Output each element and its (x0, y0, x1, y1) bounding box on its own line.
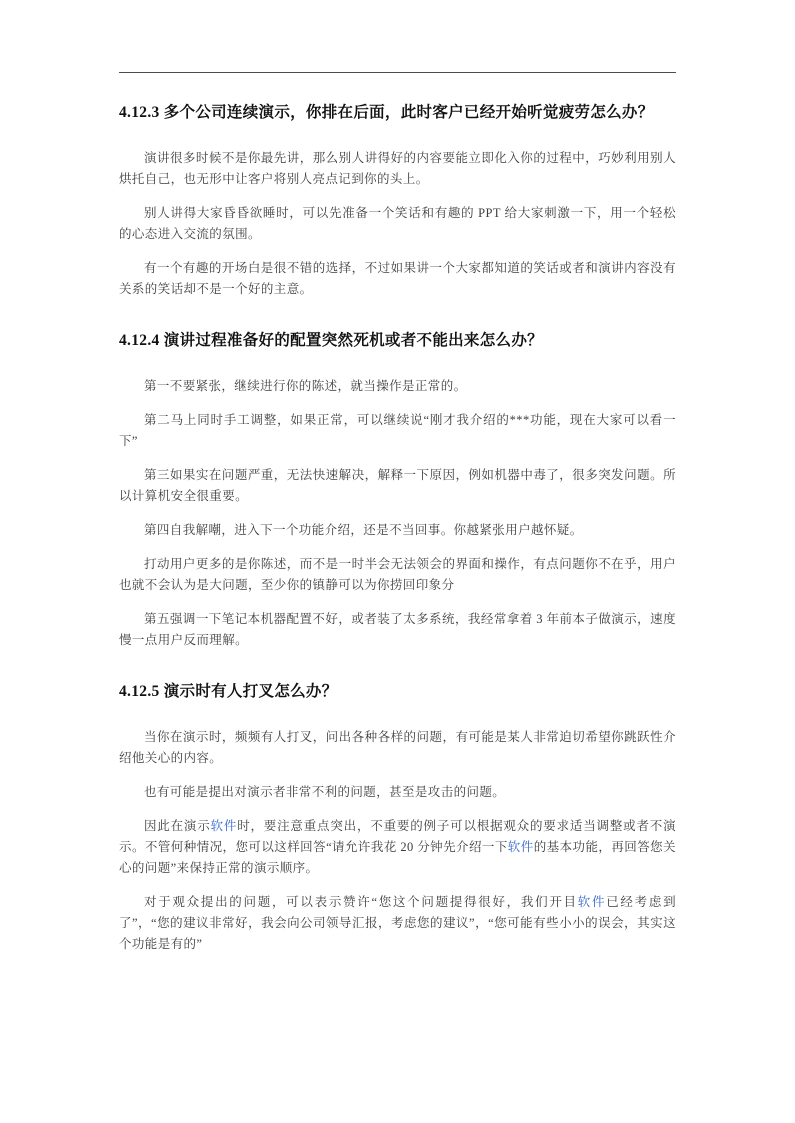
text-run: 第二马上同时手工调整，如果正常，可以继续说“刚才我介绍的***功能，现在大家可以看一下” (119, 413, 676, 448)
text-run: 也有可能是提出对演示者非常不利的问题，甚至是攻击的问题。 (144, 785, 506, 799)
inline-link[interactable]: 软件 (210, 819, 238, 833)
text-run: 第一不要紧张，继续进行你的陈述，就当操作是正常的。 (144, 379, 467, 393)
text-run: 别人讲得大家昏昏欲睡时，可以先准备一个笑话和有趣的 PPT 给大家刺激一下，用一个轻松的心态进入交流的氛围。 (119, 206, 676, 241)
text-run: 第三如果实在问题严重，无法快速解决，解释一下原因，例如机器中毒了，很多突发问题。所以计算机安全很重要。 (119, 468, 676, 503)
text-run: 时，要注意重点突出，不重要的例子可以根据观众的要求适当调整或者不演示。不管何种情况，您可以这样回答“请允许我花 20 分钟先介绍一下 (119, 819, 676, 854)
text-run: 因此在演示 (144, 819, 211, 833)
header-rule (119, 72, 676, 73)
paragraph (119, 609, 676, 651)
section-heading: 4.12.4 演讲过程准备好的配置突然死机或者不能出来怎么办？ (119, 332, 543, 349)
text-run: 第四自我解嘲，进入下一个功能介绍，还是不当回事。你越紧张用户越怀疑。 (144, 523, 583, 537)
text-run: 的基本功能，再回答您关心的问题”来保持正常的演示顺序。 (119, 840, 676, 875)
paragraph (119, 203, 676, 245)
paragraph (119, 727, 676, 769)
paragraph (119, 816, 676, 879)
paragraph (119, 465, 676, 507)
text-run: 当你在演示时，频频有人打叉，问出各种各样的问题，有可能是某人非常迫切希望你跳跃性介绍他关心的内容。 (119, 730, 676, 765)
section-heading: 4.12.3 多个公司连续演示，你排在后面，此时客户已经开始听觉疲劳怎么办？ (119, 104, 654, 121)
text-run: 第五强调一下笔记本机器配置不好，或者装了太多系统，我经常拿着 3 年前本子做演示，速度慢一点用户反而理解。 (119, 612, 676, 647)
text-run: 已经考虑到了”，“您的建议非常好，我会向公司领导汇报，考虑您的建议”，“您可能有些小小的误会，其实这个功能是有的” (119, 895, 676, 951)
paragraph (119, 376, 676, 397)
paragraph (119, 148, 676, 190)
section-heading: 4.12.5 演示时有人打叉怎么办？ (119, 683, 338, 700)
paragraph (119, 892, 676, 955)
document-content (119, 84, 676, 972)
paragraph (119, 554, 676, 596)
text-run: 打动用户更多的是你陈述，而不是一时半会无法领会的界面和操作，有点问题你不在乎，用户也就不会认为是大问题，至少你的镇静可以为你捞回印象分 (119, 557, 676, 592)
paragraph (119, 410, 676, 452)
paragraph (119, 520, 676, 541)
paragraph (119, 782, 676, 803)
text-run: 演讲很多时候不是你最先讲，那么别人讲得好的内容要能立即化入你的过程中，巧妙利用别人烘托自己，也无形中让客户将别人亮点记到你的头上。 (119, 151, 676, 186)
text-run: 有一个有趣的开场白是很不错的选择，不过如果讲一个大家都知道的笑话或者和演讲内容没有关系的笑话却不是一个好的主意。 (119, 261, 676, 296)
paragraph (119, 258, 676, 300)
inline-link[interactable]: 软件 (507, 840, 534, 854)
inline-link[interactable]: 软件 (577, 895, 607, 909)
text-run: 对于观众提出的问题，可以表示赞许“您这个问题提得很好，我们开目 (144, 895, 578, 909)
